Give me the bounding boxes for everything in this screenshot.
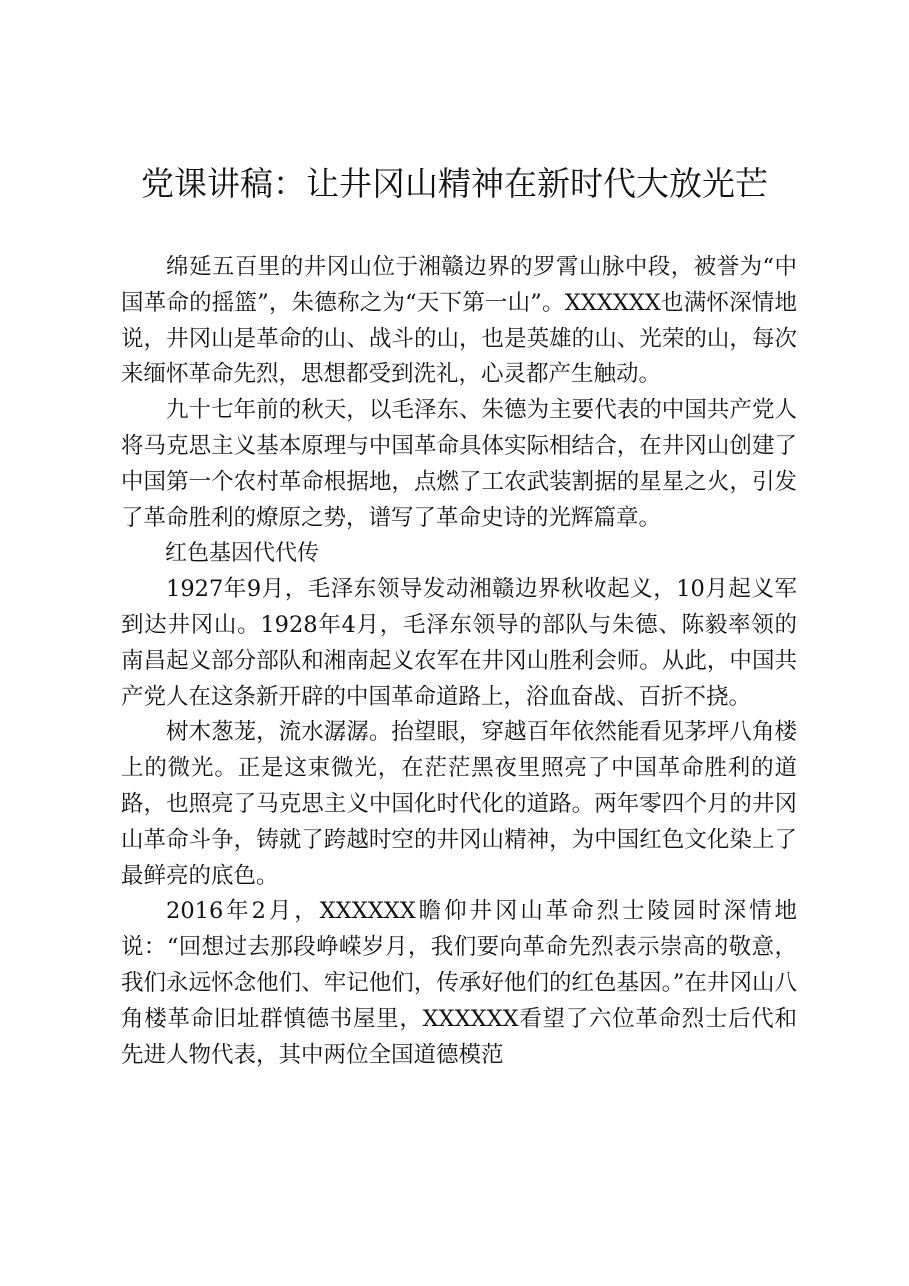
document-body [121, 250, 797, 1073]
paragraph: 绵延五百里的井冈山位于湘赣边界的罗霄山脉中段，被誉为“中国革命的摇篮”，朱德称之为“天下第一山”。XXXXXX也满怀深情地说，井冈山是革命的山、战斗的山，也是英雄的山、光荣的山，每次来缅怀革命先烈，思想都受到洗礼，心灵都产生触动。 [121, 254, 797, 388]
paragraph: 1927年9月，毛泽东领导发动湘赣边界秋收起义，10月起义军到达井冈山。1928年4月，毛泽东领导的部队与朱德、陈毅率领的南昌起义部分部队和湘南起义农军在井冈山胜利会师。从此，中国共产党人在这条新开辟的中国革命道路上，浴血奋战、百折不挠。 [121, 576, 797, 710]
document-title: 党课讲稿：让井冈山精神在新时代大放光芒 [141, 164, 768, 203]
paragraph: 九十七年前的秋天，以毛泽东、朱德为主要代表的中国共产党人将马克思主义基本原理与中国革命具体实际相结合，在井冈山创建了中国第一个农村革命根据地，点燃了工农武装割据的星星之火，引发了革命胜利的燎原之势，谱写了革命史诗的光辉篇章。 [121, 397, 797, 531]
section-heading: 红色基因代代传 [165, 541, 320, 567]
paragraph: 树木葱茏，流水潺潺。抬望眼，穿越百年依然能看见茅坪八角楼上的微光。正是这束微光，在茫茫黑夜里照亮了中国革命胜利的道路，也照亮了马克思主义中国化时代化的道路。两年零四个月的井冈山革命斗争，铸就了跨越时空的井冈山精神，为中国红色文化染上了最鲜亮的底色。 [121, 719, 797, 889]
paragraph: 2016年2月，XXXXXX瞻仰井冈山革命烈士陵园时深情地说：“回想过去那段峥嵘岁月，我们要向革命先烈表示崇高的敬意，我们永远怀念他们、牢记他们，传承好他们的红色基因。”在井冈山八角楼革命旧址群慎德书屋里，XXXXXX看望了六位革命烈士后代和先进人物代表，其中两位全国道德模范 [121, 898, 797, 1068]
